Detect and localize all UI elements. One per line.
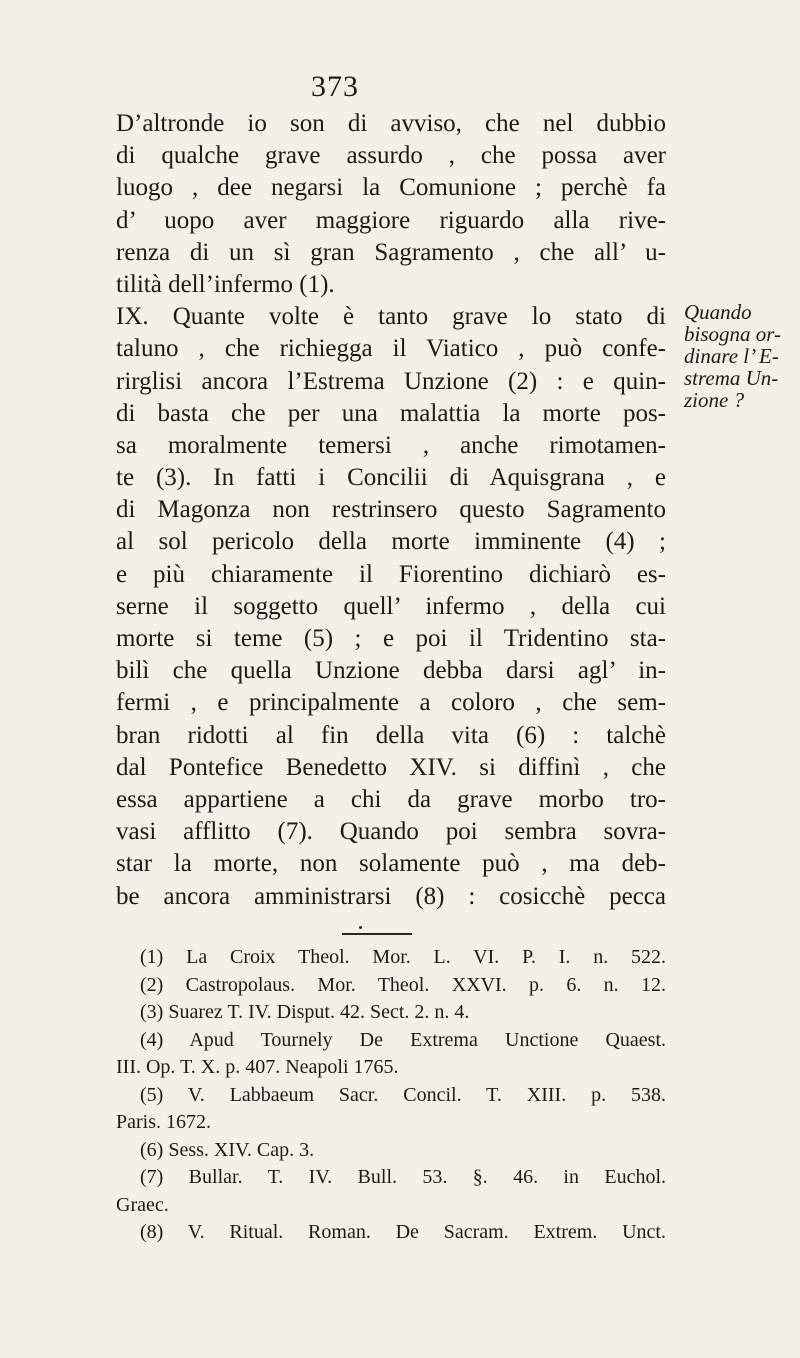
footnote-line: (7) Bullar. T. IV. Bull. 53. §. 46. in Euchol.	[140, 1166, 666, 1188]
footnote-line: (6) Sess. XIV. Cap. 3.	[140, 1138, 315, 1161]
text-line: luogo , dee negarsi la Comunione ; perchè fa	[116, 174, 666, 202]
footnote-line: III. Op. T. X. p. 407. Neapoli 1765.	[116, 1056, 399, 1078]
text-line: te (3). In fatti i Concilii di Aquisgrana , e	[116, 464, 666, 492]
margin-note-line: bisogna or-	[684, 322, 782, 346]
text-line: essa appartiene a chi da grave morbo tro-	[116, 785, 666, 813]
margin-note-line: Quando	[684, 300, 752, 324]
text-line: di basta che per una malattia la morte pos-	[116, 399, 666, 427]
text-line: serne il soggetto quell’ infermo , della cui	[116, 592, 666, 620]
text-line: fermi , e principalmente a coloro , che sem-	[116, 689, 666, 717]
footnote-line: (2) Castropolaus. Mor. Theol. XXVI. p. 6. n. 12.	[140, 973, 666, 996]
footnote-divider	[342, 933, 412, 935]
text-line: sa moralmente temersi , anche rimotamen-	[116, 431, 666, 459]
text-line: di qualche grave assurdo , che possa aver	[116, 142, 666, 170]
text-line: d’ uopo aver maggiore riguardo alla rive-	[116, 206, 666, 234]
text-line: bilì che quella Unzione debba darsi agl’ in-	[116, 657, 666, 685]
footnote-line: (8) V. Ritual. Roman. De Sacram. Extrem. Unct.	[140, 1221, 666, 1243]
margin-note-line: strema Un-	[684, 366, 779, 390]
footnotes	[116, 944, 666, 1247]
main-text	[116, 108, 666, 913]
footnote-line: (5) V. Labbaeum Sacr. Concil. T. XIII. p. 538.	[140, 1083, 666, 1106]
text-line: star la morte, non solamente può , ma deb-	[116, 850, 666, 878]
text-line: D’altronde io son di avviso, che nel dubbio	[116, 110, 666, 137]
text-line: tilità dell’infermo (1).	[116, 270, 335, 298]
text-line: rirglisi ancora l’Estrema Unzione (2) : e quin-	[116, 367, 666, 395]
page-number: 373	[311, 70, 359, 103]
text-line: di Magonza non restrinsero questo Sagramento	[116, 496, 666, 524]
text-line: al sol pericolo della morte imminente (4) ;	[116, 528, 666, 556]
text-line: IX. Quante volte è tanto grave lo stato di	[116, 303, 666, 331]
footnote-line: Paris. 1672.	[116, 1111, 211, 1133]
footnote-line: (4) Apud Tournely De Extrema Unctione Quaest.	[140, 1028, 666, 1051]
text-line: taluno , che richiegga il Viatico , può confe-	[116, 335, 666, 363]
text-line: bran ridotti al fin della vita (6) : talchè	[116, 721, 666, 749]
text-line: renza di un sì gran Sagramento , che all’ u-	[116, 238, 666, 266]
footnote-line: (1) La Croix Theol. Mor. L. VI. P. I. n. 522.	[140, 946, 666, 968]
text-line: vasi afflitto (7). Quando poi sembra sovra-	[116, 818, 666, 846]
text-line: dal Pontefice Benedetto XIV. si diffinì , che	[116, 753, 666, 781]
footnote-rule-dot	[359, 926, 362, 929]
text-line: morte si teme (5) ; e poi il Tridentino sta-	[116, 625, 666, 652]
footnote-line: Graec.	[116, 1193, 169, 1216]
text-line: be ancora amministrarsi (8) : cosicchè pecca	[116, 882, 666, 910]
footnote-line: (3) Suarez T. IV. Disput. 42. Sect. 2. n. 4.	[140, 1001, 470, 1023]
margin-note-line: dinare l’ E-	[684, 344, 779, 368]
text-line: e più chiaramente il Fiorentino dichiarò es-	[116, 560, 666, 588]
margin-note-line: zione ?	[684, 388, 745, 412]
margin-note	[684, 301, 794, 411]
